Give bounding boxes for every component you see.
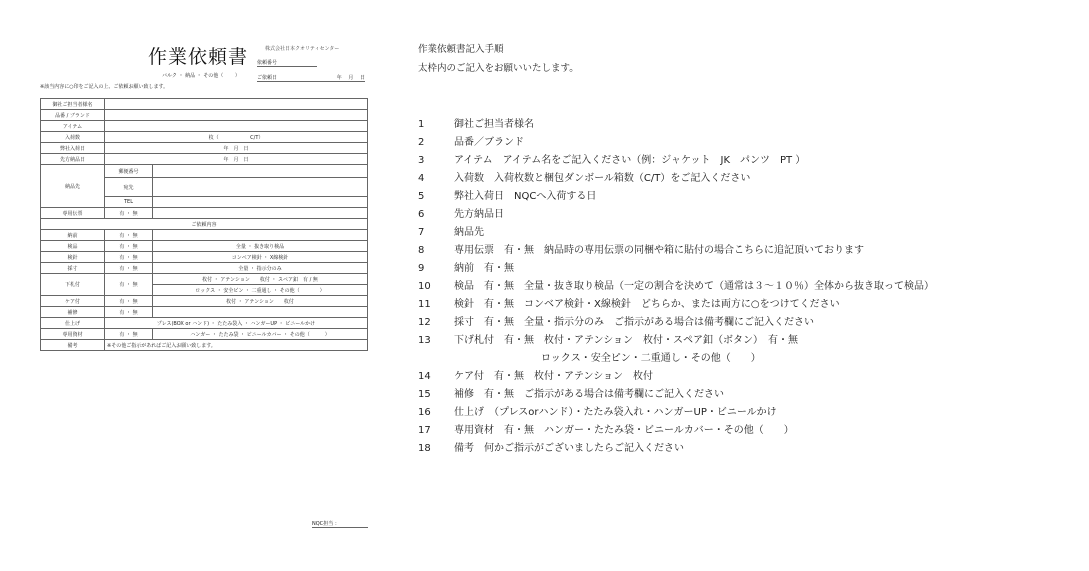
row-value[interactable]: 枚（ C/T） xyxy=(105,132,368,143)
hangtag-line1[interactable]: 枚付 ・ アテンション 枚付 ・ スペア釦 有 / 無 xyxy=(153,274,368,285)
step-text: 採寸 有・無 全量・指示分のみ ご指示がある場合は備考欄にご記入ください xyxy=(454,317,814,328)
issue-date xyxy=(257,74,365,82)
delivery-field-value[interactable] xyxy=(153,197,368,208)
list-item xyxy=(418,152,934,170)
form-table xyxy=(40,98,368,351)
list-item xyxy=(418,422,934,440)
step-text: 専用伝票 有・無 納品時の専用伝票の同梱や箱に貼付の場合こちらに追記頂いております xyxy=(454,245,864,256)
instructions-title: 作業依頼書記入手順 xyxy=(418,44,504,55)
row-value[interactable] xyxy=(105,121,368,132)
table-row xyxy=(41,143,368,154)
step-number: 18 xyxy=(418,443,431,454)
step-number: 17 xyxy=(418,425,431,436)
delivery-field-label: 宛先 xyxy=(105,178,153,197)
step-number: 11 xyxy=(418,299,431,310)
step-number: 12 xyxy=(418,317,431,328)
company-name: 株式会社日本クオリティセンター xyxy=(265,46,340,52)
table-row xyxy=(41,208,368,219)
request-section-header: ご依頼内容 xyxy=(41,219,368,230)
material-label: 専用資材 xyxy=(41,329,105,340)
step-text: 備考 何かご指示がございましたらご記入ください xyxy=(454,443,684,454)
row-label: 入荷数 xyxy=(41,132,105,143)
list-item xyxy=(418,170,934,188)
table-row xyxy=(41,132,368,143)
delivery-field-label: TEL xyxy=(105,197,153,208)
table-row xyxy=(41,252,368,263)
finish-desc[interactable]: プレス(BOX or ハンド) ・ たたみ袋入 ・ ハンガーUP ・ ビニールかけ xyxy=(105,318,368,329)
form-title: 作業依頼書 xyxy=(148,46,249,68)
table-row xyxy=(41,318,368,329)
form-subtitle: バルク ・ 納品 ・ その他（ ） xyxy=(162,73,240,79)
instructions-header xyxy=(418,40,579,78)
row-label: 弊社入荷日 xyxy=(41,143,105,154)
issue-date-fields xyxy=(337,74,365,81)
issue-date-label: ご依頼日 xyxy=(257,75,278,81)
delivery-label: 納品先 xyxy=(41,165,105,208)
issue-month: 月 xyxy=(348,75,354,81)
step-number: 8 xyxy=(418,245,425,256)
list-item xyxy=(418,386,934,404)
list-item xyxy=(418,278,934,296)
row-label: 品番 / ブランド xyxy=(41,110,105,121)
step-text: ケア付 有・無 枚付・アテンション 枚付 xyxy=(454,371,654,382)
list-item xyxy=(418,224,934,242)
remarks-field[interactable]: ※その他ご指示があればご記入お願い致します。 xyxy=(105,340,368,351)
list-item xyxy=(418,332,934,350)
step-text: 先方納品日 xyxy=(454,209,504,220)
task-desc[interactable]: 全量 ・ 指示分のみ xyxy=(153,263,368,274)
request-number-label: 依頼番号 xyxy=(257,59,317,67)
table-row xyxy=(41,219,368,230)
step-text: 弊社入荷日 NQCへ入荷する日 xyxy=(454,191,597,202)
form-note: ※該当内容に○印をご記入の上、ご依頼お願い致します。 xyxy=(40,84,169,90)
step-number: 9 xyxy=(418,263,425,274)
table-row xyxy=(41,154,368,165)
hangtag-line2[interactable]: ロックス ・ 安全ピン ・ 二重通し ・ その他（ ） xyxy=(153,285,368,296)
list-item xyxy=(418,242,934,260)
row-label: アイテム xyxy=(41,121,105,132)
step-number: 2 xyxy=(418,137,425,148)
step-text: 納品先 xyxy=(454,227,484,238)
table-row xyxy=(41,165,368,178)
table-row xyxy=(41,230,368,241)
table-row xyxy=(41,296,368,307)
step-text: 納前 有・無 xyxy=(454,263,514,274)
step-text: 補修 有・無 ご指示がある場合は備考欄にご記入ください xyxy=(454,389,724,400)
list-item xyxy=(418,260,934,278)
slip-option[interactable]: 有 ・ 無 xyxy=(105,208,153,219)
list-item xyxy=(418,404,934,422)
task-label: ケア付 xyxy=(41,296,105,307)
step-number: 14 xyxy=(418,371,431,382)
delivery-field-value[interactable] xyxy=(153,165,368,178)
finish-label: 仕上げ xyxy=(41,318,105,329)
issue-year: 年 xyxy=(336,75,342,81)
table-row xyxy=(41,307,368,318)
step-number: 5 xyxy=(418,191,425,202)
task-desc[interactable]: コンベア検針 ・ X線検針 xyxy=(153,252,368,263)
list-item xyxy=(418,188,934,206)
step-number: 6 xyxy=(418,209,425,220)
step-text: アイテム アイテム名をご記入ください（例：ジャケット JK パンツ PT ） xyxy=(454,155,806,166)
material-option[interactable]: 有 ・ 無 xyxy=(105,329,153,340)
table-row xyxy=(41,241,368,252)
instructions-list xyxy=(418,116,934,458)
work-request-form xyxy=(40,42,368,562)
list-item xyxy=(418,134,934,152)
table-row xyxy=(41,329,368,340)
row-value[interactable] xyxy=(105,110,368,121)
step-text: 入荷数 入荷枚数と梱包ダンボール箱数（C/T）をご記入ください xyxy=(454,173,751,184)
task-label: 検針 xyxy=(41,252,105,263)
list-item xyxy=(418,350,934,368)
step-number: 3 xyxy=(418,155,425,166)
task-desc[interactable] xyxy=(153,230,368,241)
task-option[interactable]: 有 ・ 無 xyxy=(105,263,153,274)
task-label: 検品 xyxy=(41,241,105,252)
task-desc[interactable]: 枚付 ・ アテンション 枚付 xyxy=(153,296,368,307)
delivery-field-label: 郵便番号 xyxy=(105,165,153,178)
step-text: 御社ご担当者様名 xyxy=(454,119,534,130)
table-row xyxy=(41,274,368,285)
issue-day: 日 xyxy=(359,75,365,81)
step-text: 品番／ブランド xyxy=(454,137,524,148)
task-option[interactable]: 有 ・ 無 xyxy=(105,252,153,263)
step-text: 専用資材 有・無 ハンガー・たたみ袋・ビニールカバー・その他（ ） xyxy=(454,425,794,436)
table-row xyxy=(41,340,368,351)
form-header xyxy=(40,42,368,97)
remarks-label: 備考 xyxy=(41,340,105,351)
row-value[interactable] xyxy=(105,99,368,110)
table-row xyxy=(41,263,368,274)
list-item xyxy=(418,116,934,134)
step-number: 13 xyxy=(418,335,431,346)
task-option[interactable]: 有 ・ 無 xyxy=(105,296,153,307)
list-item xyxy=(418,206,934,224)
step-number: 1 xyxy=(418,119,425,130)
delivery-field-value[interactable] xyxy=(153,178,368,197)
task-option[interactable]: 有 ・ 無 xyxy=(105,241,153,252)
step-text: 検針 有・無 コンベア検針・X線検針 どちらか、または両方に○をつけてください xyxy=(454,299,840,310)
table-row xyxy=(41,99,368,110)
list-item xyxy=(418,440,934,458)
step-number: 7 xyxy=(418,227,425,238)
table-row xyxy=(41,110,368,121)
task-label: 納前 xyxy=(41,230,105,241)
row-label: 御社ご担当者様名 xyxy=(41,99,105,110)
slip-label: 専用伝票 xyxy=(41,208,105,219)
table-row xyxy=(41,121,368,132)
list-item xyxy=(418,368,934,386)
step-text: 仕上げ （プレスorハンド）・たたみ袋入れ・ハンガーUP・ビニールかけ xyxy=(454,407,777,418)
task-label: 補修 xyxy=(41,307,105,318)
step-number: 15 xyxy=(418,389,431,400)
task-option[interactable]: 有 ・ 無 xyxy=(105,307,153,318)
row-label: 先方納品日 xyxy=(41,154,105,165)
list-item xyxy=(418,296,934,314)
task-desc[interactable] xyxy=(153,307,368,318)
step-number: 16 xyxy=(418,407,431,418)
step-number: 10 xyxy=(418,281,431,292)
instructions-subtitle: 太枠内のご記入をお願いいたします。 xyxy=(418,63,579,74)
nqc-staff-label: NQC担当 ： xyxy=(312,520,368,528)
row-value[interactable]: 年 月 日 xyxy=(105,154,368,165)
hangtag-label: 下札付 xyxy=(41,274,105,296)
step-text: ロックス・安全ピン・二重通し・その他（ ） xyxy=(541,353,761,364)
step-number: 4 xyxy=(418,173,425,184)
list-item xyxy=(418,314,934,332)
task-label: 採寸 xyxy=(41,263,105,274)
step-text: 下げ札付 有・無 枚付・アテンション 枚付・スペア釦（ボタン） 有・無 xyxy=(454,335,799,346)
hangtag-option[interactable]: 有 ・ 無 xyxy=(105,274,153,296)
row-value[interactable]: 年 月 日 xyxy=(105,143,368,154)
task-option[interactable]: 有 ・ 無 xyxy=(105,230,153,241)
material-desc[interactable]: ハンガー ・ たたみ袋 ・ ビニールカバー ・ その他（ ） xyxy=(153,329,368,340)
task-desc[interactable]: 全量 ・ 抜き取り検品 xyxy=(153,241,368,252)
step-text: 検品 有・無 全量・抜き取り検品（一定の割合を決めて（通常は３～１０％）全体から抜き取って検品） xyxy=(454,281,934,292)
